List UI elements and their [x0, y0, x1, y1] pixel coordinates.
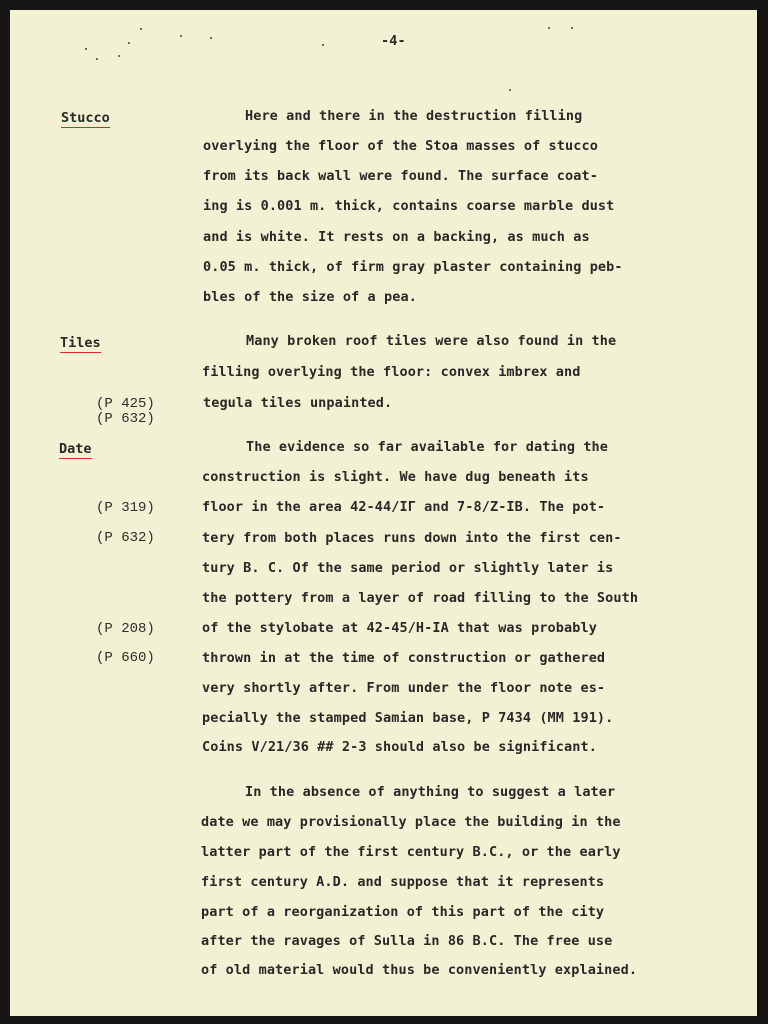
ink-speck [210, 37, 212, 39]
page-number: -4- [381, 33, 406, 49]
stucco-line: Here and there in the destruction filling [245, 108, 583, 124]
ink-speck [548, 27, 550, 29]
ink-speck [96, 58, 98, 60]
ink-speck [85, 48, 87, 50]
heading-tiles: Tiles [60, 335, 101, 351]
stucco-line: overlying the floor of the Stoa masses of stucco [203, 138, 598, 154]
ink-speck [128, 42, 130, 44]
stucco-line: 0.05 m. thick, of firm gray plaster containing peb- [203, 259, 623, 275]
ink-speck [118, 55, 120, 57]
pottery-reference: (P 660) [96, 650, 155, 666]
ink-speck [322, 44, 324, 46]
ink-speck [180, 35, 182, 37]
date-line: of the stylobate at 42-45/H-IA that was probably [202, 620, 597, 636]
date-line: very shortly after. From under the floor note es- [202, 680, 606, 696]
date-line: The evidence so far available for dating the [246, 439, 609, 455]
tiles-line: tegula tiles unpainted. [203, 395, 393, 411]
tiles-line: filling overlying the floor: convex imbrex and [202, 364, 581, 380]
date-line: pecially the stamped Samian base, P 7434 (MM 191). [202, 710, 614, 726]
conclusion-line: part of a reorganization of this part of the city [201, 904, 605, 920]
pottery-reference: (P 208) [96, 621, 155, 637]
heading-stucco: Stucco [61, 110, 110, 126]
pottery-reference: (P 319) [96, 500, 155, 516]
date-line: floor in the area 42-44/IΓ and 7-8/Z-IB. The pot- [202, 499, 606, 515]
date-line: tery from both places runs down into the first cen- [202, 530, 622, 546]
date-line: tury B. C. Of the same period or slightly later is [202, 560, 614, 576]
conclusion-line: first century A.D. and suppose that it represents [201, 874, 605, 890]
date-line: thrown in at the time of construction or gathered [202, 650, 606, 666]
conclusion-line: of old material would thus be conveniently explained. [201, 962, 638, 978]
date-line: Coins V/21/36 ## 2-3 should also be significant. [202, 739, 597, 755]
stucco-line: bles of the size of a pea. [203, 289, 417, 305]
stucco-line: and is white. It rests on a backing, as much as [203, 229, 590, 245]
pottery-reference: (P 632) [96, 530, 155, 546]
conclusion-line: after the ravages of Sulla in 86 B.C. The free use [201, 933, 613, 949]
ink-speck [140, 28, 142, 30]
ink-speck [571, 27, 573, 29]
ink-speck [509, 89, 511, 91]
date-line: the pottery from a layer of road filling to the South [202, 590, 639, 606]
conclusion-line: date we may provisionally place the building in the [201, 814, 621, 830]
stucco-line: ing is 0.001 m. thick, contains coarse marble dust [203, 198, 615, 214]
pottery-reference: (P 632) [96, 411, 155, 427]
pottery-reference: (P 425) [96, 396, 155, 412]
conclusion-line: latter part of the first century B.C., or the early [201, 844, 621, 860]
conclusion-line: In the absence of anything to suggest a later [245, 784, 616, 800]
date-line: construction is slight. We have dug beneath its [202, 469, 589, 485]
stucco-line: from its back wall were found. The surface coat- [203, 168, 598, 184]
heading-date: Date [59, 441, 92, 457]
tiles-line: Many broken roof tiles were also found in the [246, 333, 617, 349]
